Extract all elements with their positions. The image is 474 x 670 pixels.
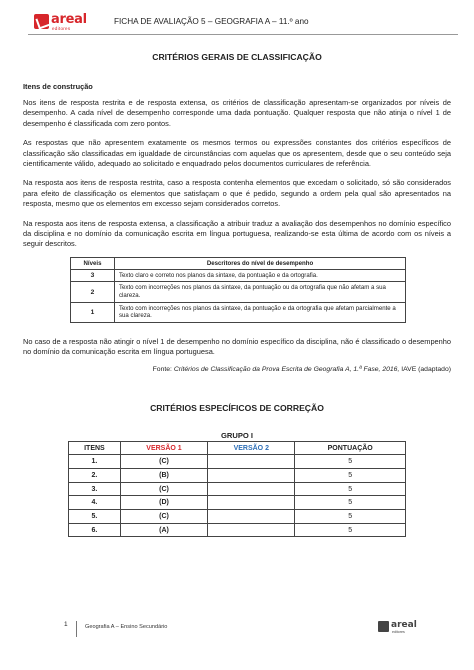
version2-answer: [208, 523, 295, 537]
item-points: 5: [295, 510, 406, 524]
footer-logo: [378, 620, 438, 636]
version2-answer: [208, 455, 295, 469]
item-points: 5: [295, 455, 406, 469]
source-title: Critérios de Classificação da Prova Escrita de Geografia A, 1.ª Fase, 2016,: [173, 365, 400, 373]
answers-table: [68, 441, 406, 538]
specific-criteria-title: CRITÉRIOS ESPECÍFICOS DE CORREÇÃO: [150, 402, 324, 413]
table-row: [71, 269, 406, 282]
group-title: GRUPO I: [220, 430, 254, 440]
version2-answer: [208, 510, 295, 524]
item-number: 2.: [69, 469, 121, 483]
level-number: 2: [71, 282, 115, 302]
version1-answer: (C): [120, 455, 207, 469]
item-points: 5: [295, 496, 406, 510]
footer-subject: Geografia A – Ensino Secundário: [85, 624, 168, 630]
item-points: 5: [295, 482, 406, 496]
item-number: 4.: [69, 496, 121, 510]
logo-wordmark: areal: [51, 12, 87, 27]
level-descriptor: Texto com incorreções nos planos da sintaxe, da pontuação ou da ortografia que não afetam a sua clareza.: [115, 282, 406, 302]
page-content: [23, 52, 451, 537]
version1-answer: (A): [120, 523, 207, 537]
paragraph-4: Na resposta aos itens de resposta extensa, a classificação a atribuir traduz a avaliação dos desempenhos no domínio específico da disciplina e no domínio da comunicação escrita em língua portuguesa, realizando-se esta última de acordo com os níveis a seguir descritos.: [23, 218, 451, 249]
page-header: [28, 8, 458, 34]
paragraph-3: Na resposta aos itens de resposta restrita, caso a resposta contenha elementos que excedam o solicitado, só são considerados para efeito de classificação os elementos que satisfaçam o que é pedido, segundo a ordem pela qual são apresentados na resposta, mesmo que os elementos em excesso sejam considerados corretos.: [23, 178, 451, 209]
source-prefix: Fonte:: [152, 365, 174, 373]
logo-mark-icon: [34, 14, 49, 29]
version2-answer: [208, 482, 295, 496]
table-row: [69, 455, 406, 469]
footer-logo-wordmark: areal: [391, 620, 417, 630]
table-row: [69, 523, 406, 537]
level-number: 3: [71, 269, 115, 282]
version2-answer: [208, 496, 295, 510]
version1-answer: (C): [120, 482, 207, 496]
descriptors-col-header: Descritores do nível de desempenho: [115, 257, 406, 269]
points-col-header: PONTUAÇÃO: [295, 441, 406, 455]
version1-answer: (D): [120, 496, 207, 510]
item-number: 6.: [69, 523, 121, 537]
table-row: [69, 482, 406, 496]
table-row: [69, 469, 406, 483]
level-descriptor: Texto claro e correto nos planos da sintaxe, da pontuação e da ortografia.: [115, 269, 406, 282]
version2-answer: [208, 469, 295, 483]
version1-answer: (C): [120, 510, 207, 524]
item-points: 5: [295, 469, 406, 483]
page-number: 1: [64, 621, 68, 628]
logo-subtext: editores: [52, 26, 71, 31]
item-number: 3.: [69, 482, 121, 496]
footer-divider: [76, 621, 77, 637]
footer-logo-mark-icon: [378, 621, 389, 632]
source-suffix: IAVE (adaptado): [399, 365, 451, 373]
footer-logo-subtext: editores: [392, 630, 405, 634]
general-criteria-title: CRITÉRIOS GERAIS DE CLASSIFICAÇÃO: [152, 52, 322, 62]
level-descriptor: Texto com incorreções nos planos da sintaxe, da pontuação e da ortografia que afetam parcialmente a sua clareza.: [115, 302, 406, 322]
item-number: 5.: [69, 510, 121, 524]
item-number: 1.: [69, 455, 121, 469]
level-number: 1: [71, 302, 115, 322]
paragraph-1: Nos itens de resposta restrita e de resposta extensa, os critérios de classificação apresentam-se organizados por níveis de desempenho. A cada nível de desempenho corresponde uma dada pontuação. Qualquer resposta que não atinja o nível 1 de desempenho é classificada com zero pontos.: [23, 98, 451, 128]
table-row: [69, 510, 406, 524]
table-row: [71, 282, 406, 302]
paragraph-2: As respostas que não apresentem exatamente os mesmos termos ou expressões constantes dos critérios específicos de classificação são classificadas em igualdade de circunstâncias com aquelas que os apresentem, desde que o seu conteúdo seja cientificamente válido, adequado ao solicitado e enquadrado pelos documentos curriculares de referência.: [23, 138, 451, 169]
paragraph-5: No caso de a resposta não atingir o nível 1 de desempenho no domínio específico da disciplina, não é classificado o desempenho no domínio da comunicação escrita em língua portuguesa.: [23, 336, 451, 357]
version2-col-header: VERSÃO 2: [208, 441, 295, 455]
levels-table: [70, 257, 406, 323]
levels-col-header: Níveis: [71, 257, 115, 269]
source-citation: [23, 366, 451, 373]
publisher-logo: [34, 12, 92, 32]
header-divider: [28, 34, 458, 35]
header-title: FICHA DE AVALIAÇÃO 5 – GEOGRAFIA A – 11.º ano: [114, 17, 309, 26]
item-points: 5: [295, 523, 406, 537]
construction-items-subtitle: Itens de construção: [23, 82, 93, 91]
version1-col-header: VERSÃO 1: [120, 441, 207, 455]
table-row: [69, 496, 406, 510]
table-row: [71, 302, 406, 322]
version1-answer: (B): [120, 469, 207, 483]
items-col-header: ITENS: [69, 441, 121, 455]
